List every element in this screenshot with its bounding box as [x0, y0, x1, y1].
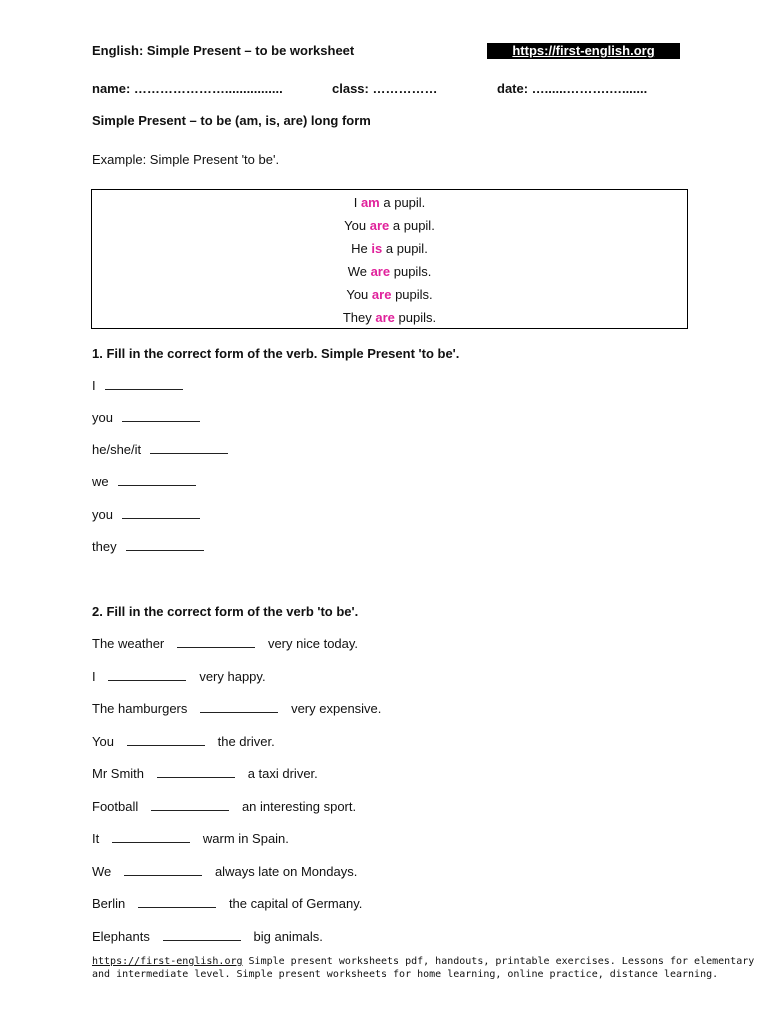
- exercise1-item: you: [92, 507, 202, 522]
- answer-blank[interactable]: [157, 766, 235, 778]
- verb-highlight: are: [369, 218, 390, 233]
- exercise2-item: Elephants big animals.: [92, 929, 323, 944]
- footer-line-2: and intermediate level. Simple present worksheets for home learning, online practice, distance learning.: [92, 969, 719, 980]
- class-field: class: ……………: [332, 81, 438, 96]
- exercise2-item: The hamburgers very expensive.: [92, 701, 382, 716]
- verb-highlight: am: [360, 195, 380, 210]
- exercise2-item: Berlin the capital of Germany.: [92, 896, 363, 911]
- exercise2-item: We always late on Mondays.: [92, 864, 358, 879]
- exercise1-item: you: [92, 410, 202, 425]
- verb-highlight: is: [371, 241, 383, 256]
- exercise2-item: Mr Smith a taxi driver.: [92, 766, 318, 781]
- answer-blank[interactable]: [112, 831, 190, 843]
- exercise2-item: Football an interesting sport.: [92, 799, 357, 814]
- site-link[interactable]: https://first-english.org: [487, 43, 680, 59]
- exercise2-item: You the driver.: [92, 734, 275, 749]
- answer-blank[interactable]: [105, 378, 183, 390]
- answer-blank[interactable]: [108, 669, 186, 681]
- worksheet-title: English: Simple Present – to be worksheet: [92, 43, 355, 58]
- name-field: name: …………………................: [92, 81, 283, 96]
- exercise1-title: 1. Fill in the correct form of the verb. Simple Present 'to be'.: [92, 346, 460, 361]
- answer-blank[interactable]: [177, 636, 255, 648]
- footer-link[interactable]: https://first-english.org: [92, 956, 243, 967]
- footer-line-1: https://first-english.org Simple present worksheets pdf, handouts, printable exercises. Lessons for elementary: [92, 956, 755, 967]
- answer-blank[interactable]: [118, 474, 196, 486]
- example-line: You are pupils.: [346, 287, 433, 302]
- exercise1-item: they: [92, 539, 206, 554]
- example-line: You are a pupil.: [344, 218, 435, 233]
- example-line: We are pupils.: [347, 264, 432, 279]
- answer-blank[interactable]: [124, 864, 202, 876]
- exercise2-item: The weather very nice today.: [92, 636, 359, 651]
- example-line: They are pupils.: [342, 310, 437, 325]
- answer-blank[interactable]: [163, 929, 241, 941]
- example-intro: Example: Simple Present 'to be'.: [92, 152, 280, 167]
- date-field: date: …......……….….......: [497, 81, 648, 96]
- answer-blank[interactable]: [126, 539, 204, 551]
- example-box: [91, 189, 688, 329]
- answer-blank[interactable]: [122, 507, 200, 519]
- example-line: I am a pupil.: [353, 195, 426, 210]
- exercise2-item: I very happy.: [92, 669, 266, 684]
- footer: [92, 955, 754, 981]
- exercise1-item: I: [92, 378, 185, 393]
- answer-blank[interactable]: [200, 701, 278, 713]
- answer-blank[interactable]: [151, 799, 229, 811]
- answer-blank[interactable]: [138, 896, 216, 908]
- verb-highlight: are: [375, 310, 395, 325]
- section-title: Simple Present – to be (am, is, are) long form: [92, 113, 371, 128]
- exercise1-item: we: [92, 474, 198, 489]
- answer-blank[interactable]: [122, 410, 200, 422]
- example-line: He is a pupil.: [351, 241, 428, 256]
- exercise2-title: 2. Fill in the correct form of the verb 'to be'.: [92, 604, 359, 619]
- exercise2-item: It warm in Spain.: [92, 831, 289, 846]
- answer-blank[interactable]: [127, 734, 205, 746]
- verb-highlight: are: [370, 264, 391, 279]
- answer-blank[interactable]: [150, 442, 228, 454]
- verb-highlight: are: [371, 287, 392, 302]
- exercise1-item: he/she/it: [92, 442, 230, 457]
